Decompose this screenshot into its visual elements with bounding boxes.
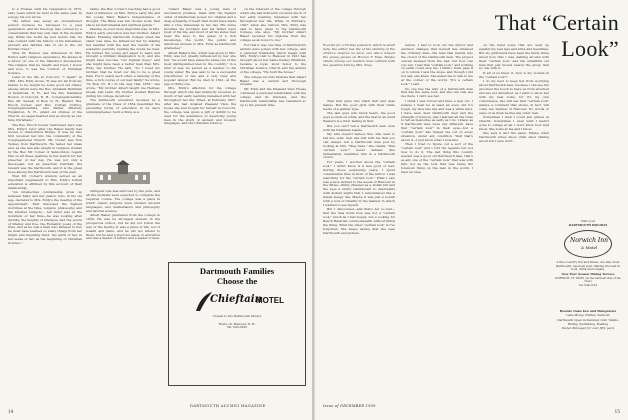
paragraph: My wife doesn't believe this. She used to tell me—well, hell, she still tells me that you can always tell a Dartmouth man just by looking at him. "They have," she claims, "that 'certain look,'" never defined. She immediately identifies him in a Dartmouth crowd. xyxy=(323,132,395,160)
paragraph: For this it was one time of Dartmouth's alumni were joined with her college, and a personal friendship which began with Mrs. Eddy's visit to Hanover in 1901 has brought about her name Dudley Whitfield, became a loyal, stout honor to the Christian Science Church and the alumni of the college. "He built the house." xyxy=(240,42,306,75)
chieftain-motel-ad[interactable] xyxy=(168,262,306,386)
page-number: 14 xyxy=(8,409,14,414)
paragraph: Sometimes I wish I could just glance at Oberlin. Sometimes I even wish I hadn't gone to college at all. I don't know how well know. She looks at me and I know. xyxy=(479,115,549,131)
ad-tagline: Closest to the Dartmouth Library xyxy=(212,314,262,318)
norwich-inn-logo: Norwich Inn & Motel xyxy=(564,230,612,258)
paragraph: I do my best to keep her from worrying about Dartmouth men, because I can see her groomed the touch to have us from wrecked and are not disturbed, as I want to show her with my best looks, for it's my own coincidence, she will see that "certain look" always a comment that shows, in fact, will come her number of Hanover. No words or ways of us must be like any other men. xyxy=(479,79,549,115)
chieftain-logo: Chieftain MOTEL xyxy=(192,291,282,313)
article-title: That “Certain Look” xyxy=(494,10,619,61)
paragraph: But I discovered—and that's not so bad—that the idea holds true was not a "certain look," much as I had hoped, but a looking for Beach Bavarian commonwealth without liking the thing. What the other "certain look" is I've forgotten. She keeps saying that she sees Dartmouth everywhere. xyxy=(323,207,395,235)
right-page xyxy=(315,0,628,420)
paragraph: The Rev. Enoch Corser mentioned here was Mrs. Eddy's tutor after the Baker family had moved to Sanbornton Bridge. It was he who first received her into the community of the Congregational Church. Mr. Corser was Tom Tenney from Dartmouth. He tested her ideas and, as she was also taught in religious studies by the Rev. Mr. Corser of Sanbornton, regard him on all these qualities in her search for her preacher of her day. He was not only a theologian, but an American Calvinist, the reward was the Dartmouth, and it is the great hope among the Dartmouth men of the past. xyxy=(8,122,82,174)
left-column-3 xyxy=(164,8,236,256)
paragraph: Mrs. Eddy's affection for the college through which she had indirectly received so much of her early learning remained with her throughout her life. When, in February 1907, after she had donated Pleasant View, the house she had bought for herself in Concord, the college was given a gift of $2000 to be used for the assistance of deserving young men in the study of ancient and modern languages, and the Christian Science. xyxy=(164,86,236,126)
page-number: 15 xyxy=(614,409,620,414)
paragraph: Then I tried to figure out a sort of the "certain look" and I told the legends but not how to do it. The last thing this country needed was a good old Dartmouth man, that's as any one of the "certain look" that was with him, not as the look that was being the foremost thing on the man in the world. I have an idea. xyxy=(401,142,473,174)
paragraph: Albert Baker graduated from the college in 1834. He was its strongest student in the prosperous school, but he did not follow the way of the faculty. It was a place of life, not of wealth and fame, and he did not attend to them, but he had a rigorous sense of education and was a leader of letters and a leader of men. xyxy=(86,213,160,241)
paragraph: Passing on even more important was, in Mrs. Eddy's early education was her brother, Albert Baker. Entering Dartmouth College when his sister was nine, he influenced her by making her familiar with the best the results of his academic pursuits, reading the books he read. He formed the young girl eager to learn and brought a brilliant imagination to it, and she might have become "our highest hope," and she might have been a better man than Mrs. Eddy, her brother. He said, "So I loved my brother, that he lived our life to be a great man. For to teach each other, a blessing of the time, a rich course of our new family" he wrote, "In Bow (N. H.) in the way that 1835," she wrote, "My brother Albert taught me Hebrew, Greek, and Latin. My brother studied Hebrew during his college vacations." xyxy=(86,27,160,98)
paragraph: The last guys who black hears, the good guys pounds on while, and the that in an adult Western is a rider feeling in that. xyxy=(323,111,395,124)
paragraph: The Dartmouth education received by a graduate of the Class of 1834 resembled the prevailing forms of education in its day's undergraduates. Such a thing as a xyxy=(86,98,160,114)
paragraph: Mr. Eddy and the Pleasant View House continued a personal relationship with the college and its interests, and the Dartmouth relationship has remained so up to the present time. xyxy=(240,86,306,107)
right-column-3 xyxy=(479,44,549,382)
paragraph: on the hand some that are used up against my teal legs and arms and headlines. But my girlfriends have been the funny thing about how that I was walking around with their "certain look" and the unfaithful old man that just moved nearer the group that no one with it. xyxy=(479,44,549,71)
paragraph: ranks, the Rev. Corser's teaching had a good deal of influence on Mrs. Eddy's early life and the young Mary Baker's independence of thought, The Bible was her chosen book; that she is an instrumental and spiritual genius." xyxy=(86,8,160,27)
paragraph: That Mr. Corser's wisdom served as an important supplement to Mrs. Eddy's formal education is affirmed by this account of their relationship: xyxy=(8,174,82,190)
paragraph: The college records indicate that Albert Baker was a careful and thorough student. xyxy=(240,74,306,87)
paragraph: on the inherent of the college through which she had indirectly received much of her early learning remained with her throughout her life. When, in February, 1907, when she retired, Mrs. Eddy was said to have given to the Dartmouth College, she says, "My brother Albert Baker received his diploma from the college as an honor to me." xyxy=(240,8,306,43)
bonnie-oaks-ad[interactable]: Bonnie Oaks Inn and Bungalows Lake Morey, Fairlee, Vermont Dartmouth Open in Summer, Golf, Tennis, Riding, Swimming, Boating Owner-Managed for over fifty years xyxy=(555,310,621,356)
paragraph: No one has the wife of a Dartmouth man that has the same look, and she can only see me there. I can't see her. xyxy=(401,86,473,99)
paragraph: "Albert Baker was a young man of uncommon promise, filled with the highest order of intellectual power, for original and a deep sympathy of heart that would have made him a true statesman in his day. His noble faculties his brothers and his father were most of his life, and most of all his sister, had been the keys to the gates of a rich knowledge, the world, the public and American reviews to Mrs. Eddy as Dartmouth graduates." xyxy=(164,8,236,51)
right-column-2 xyxy=(401,44,473,382)
left-page xyxy=(0,0,313,420)
left-column-2b xyxy=(86,190,160,380)
paragraph: Albert Baker's life, which was given to Mrs. Eddy, was not greatly influenced by her, she felt, "he would have made his name one of the most distinguished men in the country." In a kind of way, he served as a teacher to his young sister. He was said to be a successful practitioner of law and a very busy and popular lawyer. But he died in 1841, at the age of thirty-one. xyxy=(164,50,236,86)
paragraph: to a Trustee until his resignation in 1875, sixty years which he held in the same year. In eulogy, his son wrote: xyxy=(8,8,82,19)
running-footer: Issue of DECEMBER 1959 xyxy=(323,404,376,408)
ad-phone: Tel. 643-3200 xyxy=(226,325,248,330)
paragraph: But you can't tell a Dartmouth man even with his freshmen beanie. xyxy=(323,123,395,132)
paragraph: Thus Dr. Benton was influenced in Mrs. Eddy's early religious experience. He always in a fervor on one of the ministry's discussions. The religion that he taught and lived, I honor and love. It was the comfort of Christian Science. xyxy=(8,51,82,75)
college-illustration xyxy=(88,160,158,186)
article-intro: Excerpt for a Florida postcard, which is small help, the editor has the of the identity of the article's observe us here, one who's helped the young people on Horace F. Fesp. Maybe others among our readers have collided with the question held by Mrs. Fesp. xyxy=(323,44,395,67)
paragraph: She says it isn't the same. Maybe other Dartmouth wives know what she's talking about but I sure don't. xyxy=(479,131,549,144)
paragraph: stringent rule was enforced by the pure, and all the students were expected to complete the required course. The college was a place in which classic subjects were studied, ancient languages, and mathematics and philosophy and natural science. xyxy=(86,190,160,213)
left-column-1 xyxy=(8,8,82,380)
paragraph: "An intellectual comradeship grew up between Mary and her pastor, who, in his old age, declared to Mrs. Eddy's the reading of the appointment. That discussed the highest doctrines at the time, religion, philosophy, and the kindred subjects... her mind was at the dominion of her time—he was looking after divinity, the heights of Olympus, and the words of Shelley and Poe, the Romantic poets of the time, and as he was a man who listened to her, he must have learned so many things from her bright and inquiring mind, the spirit of her, in her sense of her, as the beginning of Christian Science." xyxy=(8,190,82,246)
running-footer: DARTMOUTH ALUMNI MAGAZINE xyxy=(190,404,266,408)
norwich-inn-ad[interactable]: Visit your DARTMOUTH HOLIDAY Norwich Inn & Motel A fine Country Inn and Motel, one mile from Dartmouth. Open all year offering the best in food, drink and lodging. New Four Season Dining Terrace NORWICH, VT. 05055 (on the Vermont side of the river) Tel. 649-1143 xyxy=(555,220,621,306)
paragraph: That bait grew into black hair and dear lashes. But the good girls with their white necks of a gentler type. xyxy=(323,100,395,111)
paragraph: I think I was forced and have a new cut. I believe I must be at least an even, but it's tough, my face has lips and was a white knot. I have seen dear Dartmouth men and the strength of humors, and I learned all the rules to tell as memories as early as I do. I knew, as if Dartmouth men were any different, have that "certain look" in their eyes—but a "certain look" has helped me out of every situation, under any condition. Well that's about it—I just know what I look like. xyxy=(401,98,473,142)
left-column-4 xyxy=(240,8,306,256)
ad-details: Route 10, Hanover, N. H. xyxy=(218,321,256,326)
paragraph: For years, I worried about the "certain look." I didn't know if it was good or bad. During those perplexing years, I spent considerable time in front of the mirror. I was searching for the "certain look." What I saw was a face molded to the needs of Hanover in the fifties—thinly-chiseled as a Dollar bill and the eyes a blurry reminiscent to daydreams with distant sights that I remembered like a mixed sleepy day. Maybe it was just a boyish with a look of timidity in the manner in which I wanted to see myself. xyxy=(323,159,395,207)
ad-headline: Dartmouth Families Choose the xyxy=(199,266,275,286)
paragraph: Later in his life at Concord, "I Spent" in 1861, Mrs. Eddy wrote, "It was not far from my nature to be taught by some good old divine, among whom were the Rev. Abraham Burnham of Pembroke, N. H., and the Rev. Nathaniel Bouton of Concord, N. H., Congregationalists, Rev. Mr. Sewall, of Bow, N. H., Baptist, Rev. Enoch Corser, and Rev. Corban Curtice, Congregationalists, and Parker Pillsbury Hopkinton, N. H., grand old divines of the Church, as eager-hearted and as sturdy as old-time Christians." xyxy=(8,75,82,123)
paragraph: If all of us knew it, how is my woman in the "certain look"? xyxy=(479,70,549,79)
left-column-2 xyxy=(86,8,160,158)
paragraph: "My father was seven an old-fashioned person because he belonged to a past generation, and his theology was colored by a conservatism that has only died in the modern day. While the world lay just before him, he was content with the history of his fellowmen, prudent and faithful, like of old to the old Puritan creed." xyxy=(8,19,82,51)
building-icon xyxy=(88,160,158,186)
paragraph: before. I had to look out the mirror and envision changes that herself has obtained the ordinary man—the man that blends into the crowd of the Dartmouth men. The project overall deemed from the bad, but how can you tell. I had that "certain look," and nothing on earth could stop me. I think I must pass it on to whom I saw the slope, and though I did not ask, she knew. She asked me to talk to me at the corner of the world. "It's a certain look," I said. xyxy=(401,44,473,87)
right-column-1 xyxy=(323,100,395,382)
